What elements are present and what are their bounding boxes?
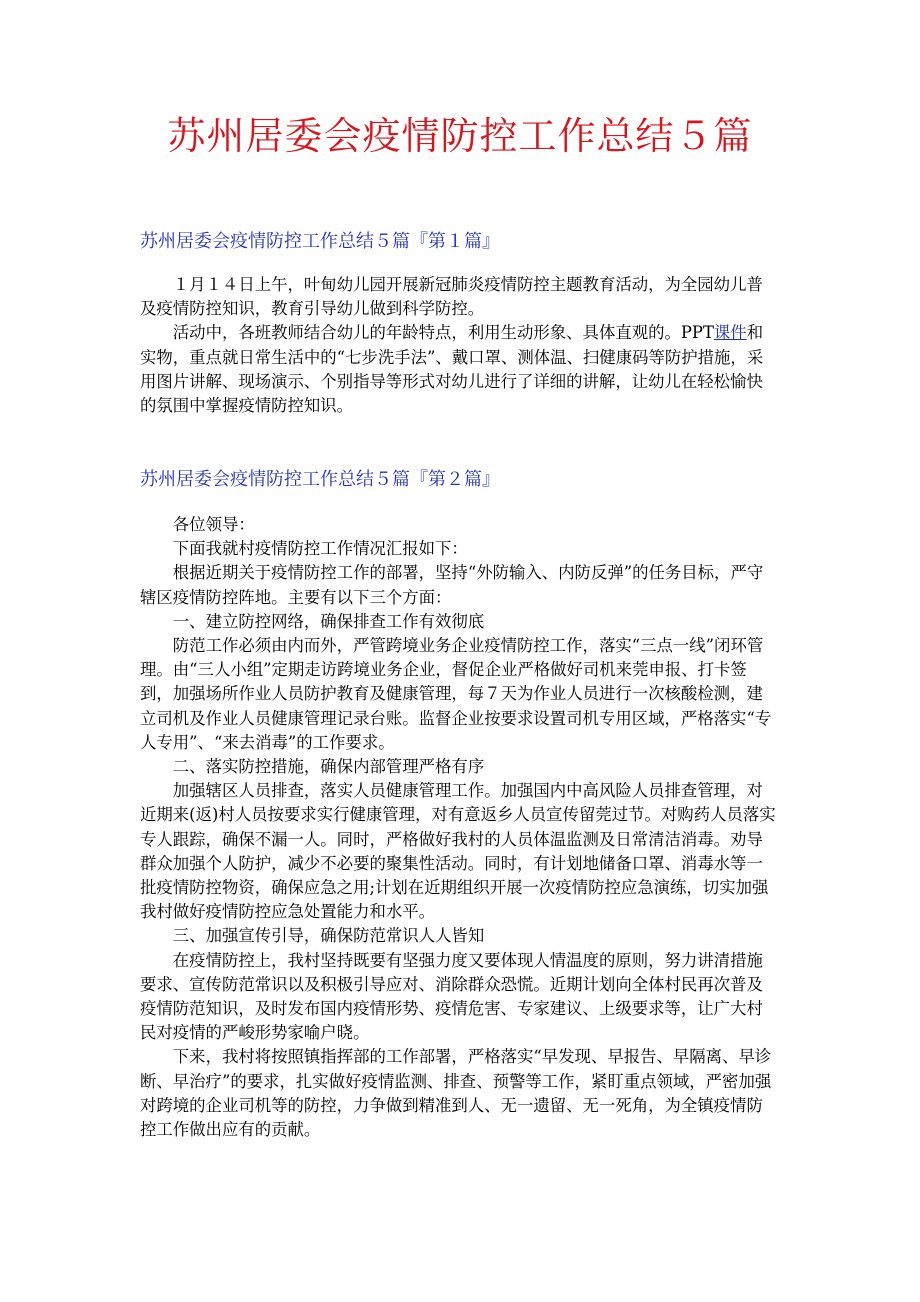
courseware-link[interactable]: 课件 [713, 323, 747, 343]
subheading: 一、建立防控网络，确保排查工作有效彻底 [172, 611, 485, 631]
paragraph: 加强辖区人员排查，落实人员健康管理工作。加强国内中高风险人员排查管理，对近期来(返)村人员按要求实行健康管理，对有意返乡人员宣传留莞过节。对购药人员落实专人跟踪，确保不漏一人。同时，严格做好我村的人员体温监测及日常清洁消毒。劝导群众加强个人防护，减少不必要的聚集性活动。同时，有计划地储备口罩、消毒水等一批疫情防控物资，确保应急之用;计划在近期组织开展一次疫情防控应急演练，切实加强我村做好疫情防控应急处置能力和水平。 [140, 781, 776, 922]
section-1-body [140, 273, 778, 418]
section-2-body [140, 513, 778, 1142]
paragraph: 下面我就村疫情防控工作情况汇报如下： [172, 539, 468, 559]
paragraph: 在疫情防控上，我村坚持既要有坚强力度又要体现人情温度的原则，努力讲清措施要求、宣传防范常识以及积极引导应对、消除群众恐慌。近期计划向全体村民再次普及疫情防范知识，及时发布国内疫情形势、疫情危害、专家建议、上级要求等，让广大村民对疫情的严峻形势家喻户晓。 [140, 950, 763, 1043]
paragraph-text: 活动中，各班教师结合幼儿的年龄特点，利用生动形象、具体直观的。PPT [172, 323, 714, 343]
subheading: 三、加强宣传引导，确保防范常识人人皆知 [172, 926, 485, 946]
document-title: 苏州居委会疫情防控工作总结５篇 [167, 114, 753, 158]
paragraph-text: 和实物，重点就日常生活中的“七步洗手法”、戴口罩、测体温、扫健康码等防护措施，采用图片讲解、现场演示、个别指导等形式对幼儿进行了详细的讲解，让幼儿在轻松愉快的氛围中掌握疫情防控知识。 [140, 323, 764, 416]
paragraph [140, 321, 778, 418]
paragraph: 下来，我村将按照镇指挥部的工作部署，严格落实“早发现、早报告、早隔离、早诊断、早治疗”的要求，扎实做好疫情监测、排查、预警等工作，紧盯重点领域，严密加强对跨境的企业司机等的防控，力争做到精准到人、无一遗留、无一死角，为全镇疫情防控工作做出应有的贡献。 [140, 1047, 772, 1140]
paragraph: 防范工作必须由内而外，严管跨境业务企业疫情防控工作，落实“三点一线”闭环管理。由“三人小组”定期走访跨境业务企业，督促企业严格做好司机来莞申报、打卡签到，加强场所作业人员防护教育及健康管理，每７天为作业人员进行一次核酸检测，建立司机及作业人员健康管理记录台账。监督企业按要求设置司机专用区域，严格落实“专人专用”、“来去消毒”的工作要求。 [140, 636, 772, 752]
paragraph: １月１４日上午，叶甸幼儿园开展新冠肺炎疫情防控主题教育活动，为全园幼儿普及疫情防控知识，教育引导幼儿做到科学防控。 [140, 275, 763, 319]
section-1-heading: 苏州居委会疫情防控工作总结５篇『第１篇』 [140, 231, 500, 252]
subheading: 二、落实防控措施，确保内部管理严格有序 [172, 757, 485, 777]
paragraph: 根据近期关于疫情防控工作的部署，坚持“外防输入、内防反弹”的任务目标，严守辖区疫情防控阵地。主要有以下三个方面： [140, 563, 764, 607]
section-2-heading: 苏州居委会疫情防控工作总结５篇『第２篇』 [140, 469, 500, 490]
paragraph: 各位领导： [172, 515, 255, 534]
